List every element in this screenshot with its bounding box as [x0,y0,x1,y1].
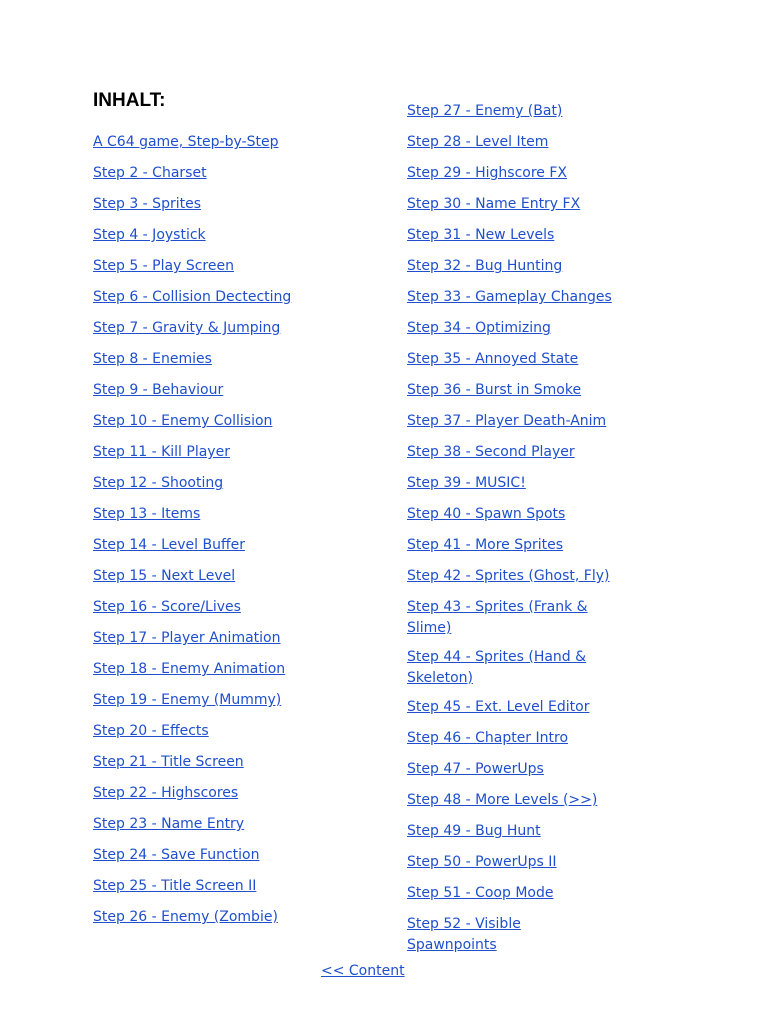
toc-link[interactable]: Step 41 - More Sprites [407,537,564,553]
toc-item [93,255,383,286]
toc-link[interactable]: Step 29 - Highscore FX [407,165,567,181]
toc-link[interactable]: Step 15 - Next Level [93,568,236,584]
toc-link[interactable]: Step 44 - Sprites (Hand & Skeleton) [407,649,587,686]
toc-item [407,162,612,193]
toc-link[interactable]: Step 12 - Shooting [93,475,224,491]
toc-link[interactable]: Step 45 - Ext. Level Editor [407,699,590,715]
toc-item [407,565,612,596]
toc-link[interactable]: Step 31 - New Levels [407,227,555,243]
toc-link[interactable]: Step 14 - Level Buffer [93,537,245,553]
toc-link[interactable]: Step 47 - PowerUps [407,761,544,777]
toc-right-column [407,100,612,955]
toc-link[interactable]: Step 46 - Chapter Intro [407,730,569,746]
toc-item [93,875,383,906]
toc-link[interactable]: Step 49 - Bug Hunt [407,823,541,839]
toc-link[interactable]: Step 33 - Gameplay Changes [407,289,612,305]
toc-item [407,317,612,348]
toc-link[interactable]: Step 26 - Enemy (Zombie) [93,909,278,925]
toc-item [93,193,383,224]
toc-item [93,813,383,844]
toc-item [407,789,612,820]
toc-link[interactable]: Step 22 - Highscores [93,785,239,801]
toc-item [93,224,383,255]
toc-link[interactable]: Step 32 - Bug Hunting [407,258,563,274]
toc-item [93,906,383,937]
toc-item [93,410,383,441]
toc-item [407,534,612,565]
toc-item [93,441,383,472]
toc-link[interactable]: Step 7 - Gravity & Jumping [93,320,281,336]
toc-item [93,689,383,720]
toc-item [407,255,612,286]
toc-item [407,286,612,317]
toc-item [407,882,612,913]
toc-link[interactable]: Step 20 - Effects [93,723,209,739]
toc-link[interactable]: Step 6 - Collision Dectecting [93,289,292,305]
toc-link[interactable]: Step 24 - Save Function [93,847,260,863]
toc-item [93,627,383,658]
toc-link[interactable]: Step 37 - Player Death-Anim [407,413,607,429]
toc-item [407,913,612,955]
toc-item [93,162,383,193]
toc-item [93,782,383,813]
toc-link[interactable]: Step 9 - Behaviour [93,382,224,398]
toc-item [93,131,383,162]
toc-item [93,286,383,317]
toc-left-column [93,131,383,937]
toc-link[interactable]: Step 28 - Level Item [407,134,549,150]
toc-item [407,410,612,441]
toc-link[interactable]: Step 43 - Sprites (Frank & Slime) [407,599,588,636]
toc-item [93,472,383,503]
toc-link[interactable]: Step 23 - Name Entry [93,816,245,832]
toc-link[interactable]: Step 18 - Enemy Animation [93,661,286,677]
toc-item [407,348,612,379]
toc-item [407,646,612,696]
toc-item [93,348,383,379]
toc-link[interactable]: Step 4 - Joystick [93,227,206,243]
toc-link[interactable]: Step 8 - Enemies [93,351,212,367]
toc-item [93,317,383,348]
toc-item [407,851,612,882]
toc-item [407,472,612,503]
toc-link[interactable]: Step 52 - Visible Spawnpoints [407,916,521,953]
toc-link[interactable]: Step 35 - Annoyed State [407,351,579,367]
toc-link[interactable]: Step 17 - Player Animation [93,630,281,646]
toc-item [407,100,612,131]
toc-link[interactable]: Step 19 - Enemy (Mummy) [93,692,282,708]
toc-link[interactable]: Step 48 - More Levels (>>) [407,792,598,808]
toc-item [93,751,383,782]
toc-item [407,131,612,162]
toc-link[interactable]: Step 27 - Enemy (Bat) [407,103,563,119]
toc-item [93,565,383,596]
toc-link[interactable]: Step 40 - Spawn Spots [407,506,566,522]
toc-link[interactable]: Step 2 - Charset [93,165,207,181]
toc-link[interactable]: Step 30 - Name Entry FX [407,196,581,212]
toc-link[interactable]: Step 34 - Optimizing [407,320,551,336]
page-title: INHALT: [93,90,166,111]
toc-link[interactable]: Step 39 - MUSIC! [407,475,526,491]
toc-link[interactable]: Step 13 - Items [93,506,201,522]
toc-link[interactable]: Step 16 - Score/Lives [93,599,241,615]
toc-item [407,503,612,534]
toc-item [407,758,612,789]
toc-item [407,696,612,727]
toc-item [93,596,383,627]
toc-item [93,658,383,689]
toc-item [407,441,612,472]
toc-link[interactable]: Step 3 - Sprites [93,196,202,212]
toc-item [93,534,383,565]
toc-item [93,720,383,751]
toc-item [93,844,383,875]
toc-item [407,727,612,758]
toc-item [407,820,612,851]
toc-link[interactable]: Step 25 - Title Screen II [93,878,257,894]
toc-item [93,379,383,410]
toc-link[interactable]: Step 38 - Second Player [407,444,575,460]
toc-item [93,503,383,534]
back-to-content-link[interactable]: << Content [321,963,405,979]
toc-link[interactable]: A C64 game, Step-by-Step [93,134,279,150]
toc-link[interactable]: Step 36 - Burst in Smoke [407,382,582,398]
toc-link[interactable]: Step 10 - Enemy Collision [93,413,273,429]
toc-item [407,224,612,255]
toc-link[interactable]: Step 51 - Coop Mode [407,885,554,901]
toc-link[interactable]: Step 11 - Kill Player [93,444,230,460]
toc-link[interactable]: Step 42 - Sprites (Ghost, Fly) [407,568,610,584]
toc-item [407,379,612,410]
toc-link[interactable]: Step 21 - Title Screen [93,754,244,770]
toc-link[interactable]: Step 50 - PowerUps II [407,854,557,870]
toc-item [407,193,612,224]
toc-link[interactable]: Step 5 - Play Screen [93,258,234,274]
toc-item [407,596,612,646]
